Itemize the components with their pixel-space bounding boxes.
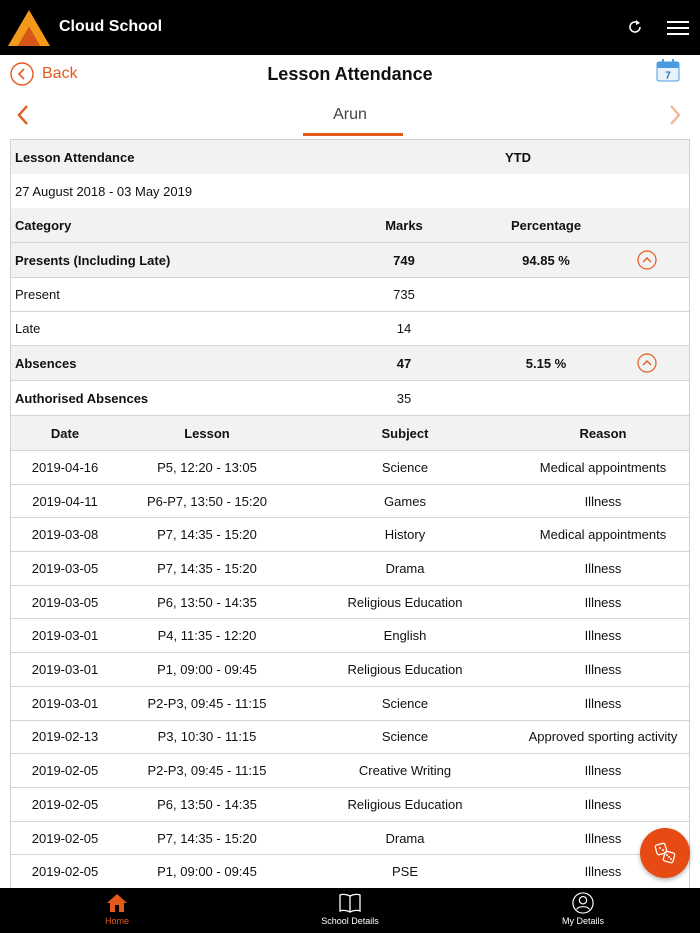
category-header-row xyxy=(11,208,689,243)
absence-subject: Religious Education xyxy=(347,594,463,610)
absence-subject: Religious Education xyxy=(347,662,463,678)
absence-lesson: P7, 14:35 - 15:20 xyxy=(157,560,257,576)
late-marks: 14 xyxy=(396,321,412,336)
app-title: Cloud School xyxy=(59,18,163,35)
table-row xyxy=(11,721,689,755)
absences-label: Absences xyxy=(15,355,77,371)
student-selector xyxy=(0,95,700,137)
period-label: YTD xyxy=(505,149,531,165)
presents-collapse-button[interactable] xyxy=(637,243,657,277)
present-label: Present xyxy=(15,287,60,302)
absence-subject: PSE xyxy=(391,864,418,880)
calendar-day: 7 xyxy=(665,70,671,82)
date-range: 27 August 2018 - 03 May 2019 xyxy=(15,183,193,199)
subject-header: Subject xyxy=(381,425,429,441)
absence-lesson: P2-P3, 09:45 - 11:15 xyxy=(147,695,267,711)
absence-subject: Science xyxy=(381,459,429,475)
absence-lesson: P2-P3, 09:45 - 11:15 xyxy=(147,763,267,779)
date-range-row xyxy=(11,174,689,208)
present-row xyxy=(11,278,689,312)
table-row xyxy=(11,485,689,519)
absence-lesson: P6, 13:50 - 14:35 xyxy=(157,796,257,812)
book-icon xyxy=(338,892,362,914)
absence-reason: Illness xyxy=(584,493,622,509)
dice-icon xyxy=(654,842,676,864)
absence-subject: Games xyxy=(384,493,426,509)
nav-home-label: Home xyxy=(104,916,129,926)
student-name[interactable]: Arun xyxy=(333,106,367,123)
absence-reason: Illness xyxy=(584,628,622,644)
authorised-absences-row xyxy=(11,381,689,416)
absence-date: 2019-04-11 xyxy=(32,493,98,509)
absence-reason: Illness xyxy=(584,560,622,576)
absence-lesson: P7, 14:35 - 15:20 xyxy=(157,830,257,846)
authorised-absences-label: Authorised Absences xyxy=(15,390,149,406)
absence-subject: Drama xyxy=(385,560,425,576)
absence-lesson: P5, 12:20 - 13:05 xyxy=(157,459,257,475)
app-bar xyxy=(0,0,700,55)
absence-date: 2019-02-05 xyxy=(31,864,99,880)
lesson-header: Lesson xyxy=(184,425,230,441)
absence-date: 2019-03-01 xyxy=(31,695,99,711)
absence-date: 2019-03-01 xyxy=(31,662,99,678)
user-icon xyxy=(571,892,595,914)
chevron-up-circle-icon xyxy=(637,353,657,373)
table-row xyxy=(11,822,689,856)
marks-header: Marks xyxy=(385,217,423,233)
absence-lesson: P6, 13:50 - 14:35 xyxy=(157,594,257,610)
presents-marks: 749 xyxy=(393,252,415,268)
absence-reason: Approved sporting activity xyxy=(528,729,678,745)
absence-subject: Science xyxy=(381,695,429,711)
absence-date: 2019-03-01 xyxy=(31,628,99,644)
presents-row[interactable] xyxy=(11,243,689,278)
nav-school-details[interactable] xyxy=(290,892,410,933)
next-student-chevron-icon[interactable] xyxy=(666,103,684,127)
absence-reason: Illness xyxy=(584,763,622,779)
title-bar xyxy=(0,55,700,95)
absence-date: 2019-02-13 xyxy=(31,729,99,745)
table-row xyxy=(11,687,689,721)
table-row xyxy=(11,451,689,485)
nav-school-details-label: School Details xyxy=(321,916,379,926)
presents-label: Presents (Including Late) xyxy=(15,252,171,268)
absence-reason: Illness xyxy=(584,830,622,846)
absence-subject: History xyxy=(384,527,426,543)
floating-action-button[interactable] xyxy=(640,828,690,878)
absence-reason: Illness xyxy=(584,594,622,610)
absence-reason: Medical appointments xyxy=(539,527,667,543)
absence-date: 2019-03-05 xyxy=(31,560,99,576)
category-header: Category xyxy=(15,217,72,233)
absence-subject: Religious Education xyxy=(347,796,463,812)
nav-my-details-label: My Details xyxy=(561,916,604,926)
hamburger-menu-icon[interactable] xyxy=(667,19,689,37)
present-marks: 735 xyxy=(393,287,415,302)
table-row xyxy=(11,552,689,586)
nav-my-details[interactable] xyxy=(523,892,643,933)
absence-reason: Illness xyxy=(584,662,622,678)
page-title: Lesson Attendance xyxy=(267,64,433,84)
cloud-school-logo-icon xyxy=(8,10,50,46)
chevron-up-circle-icon xyxy=(637,250,657,270)
absence-lesson: P3, 10:30 - 11:15 xyxy=(157,729,257,745)
absence-subject: English xyxy=(383,628,427,644)
table-row xyxy=(11,788,689,822)
nav-home[interactable] xyxy=(57,892,177,933)
late-row xyxy=(11,312,689,346)
table-row xyxy=(11,518,689,552)
absence-detail-header-row xyxy=(11,416,689,451)
summary-heading-row xyxy=(11,140,689,174)
attendance-table[interactable] xyxy=(10,139,690,889)
percentage-header: Percentage xyxy=(510,217,582,233)
bottom-navigation xyxy=(0,888,700,933)
date-header: Date xyxy=(50,425,80,441)
absence-date: 2019-02-05 xyxy=(31,830,99,846)
absence-reason: Illness xyxy=(584,864,622,880)
absence-subject: Drama xyxy=(385,830,425,846)
absence-date: 2019-04-16 xyxy=(31,459,99,475)
absences-collapse-button[interactable] xyxy=(637,346,657,380)
absences-marks: 47 xyxy=(396,355,412,371)
student-tab-indicator xyxy=(303,133,403,136)
absences-percentage: 5.15 % xyxy=(525,355,567,371)
absence-subject: Science xyxy=(381,729,429,745)
absence-lesson: P7, 14:35 - 15:20 xyxy=(157,527,257,543)
summary-heading: Lesson Attendance xyxy=(15,149,135,165)
calendar-icon[interactable] xyxy=(656,58,680,82)
absence-lesson: P1, 09:00 - 09:45 xyxy=(157,662,257,678)
absences-row[interactable] xyxy=(11,346,689,381)
table-row xyxy=(11,855,689,889)
absence-lesson: P1, 09:00 - 09:45 xyxy=(157,864,257,880)
table-row xyxy=(11,620,689,654)
table-row xyxy=(11,754,689,788)
back-label: Back xyxy=(42,65,78,82)
absence-date: 2019-02-05 xyxy=(31,796,99,812)
absence-date: 2019-03-08 xyxy=(31,527,99,543)
table-row xyxy=(11,653,689,687)
absence-reason: Illness xyxy=(584,695,622,711)
absence-lesson: P6-P7, 13:50 - 15:20 xyxy=(147,493,267,509)
refresh-icon[interactable] xyxy=(626,18,644,36)
reason-header: Reason xyxy=(579,425,627,441)
presents-percentage: 94.85 % xyxy=(522,252,570,268)
home-icon xyxy=(106,892,128,914)
authorised-absences-marks: 35 xyxy=(396,390,412,406)
late-label: Late xyxy=(15,321,41,336)
absence-subject: Creative Writing xyxy=(358,763,452,779)
absence-lesson: P4, 11:35 - 12:20 xyxy=(157,628,257,644)
absence-date: 2019-03-05 xyxy=(31,594,99,610)
absence-reason: Medical appointments xyxy=(539,459,667,475)
absence-date: 2019-02-05 xyxy=(31,763,99,779)
table-row xyxy=(11,586,689,620)
absence-reason: Illness xyxy=(584,796,622,812)
